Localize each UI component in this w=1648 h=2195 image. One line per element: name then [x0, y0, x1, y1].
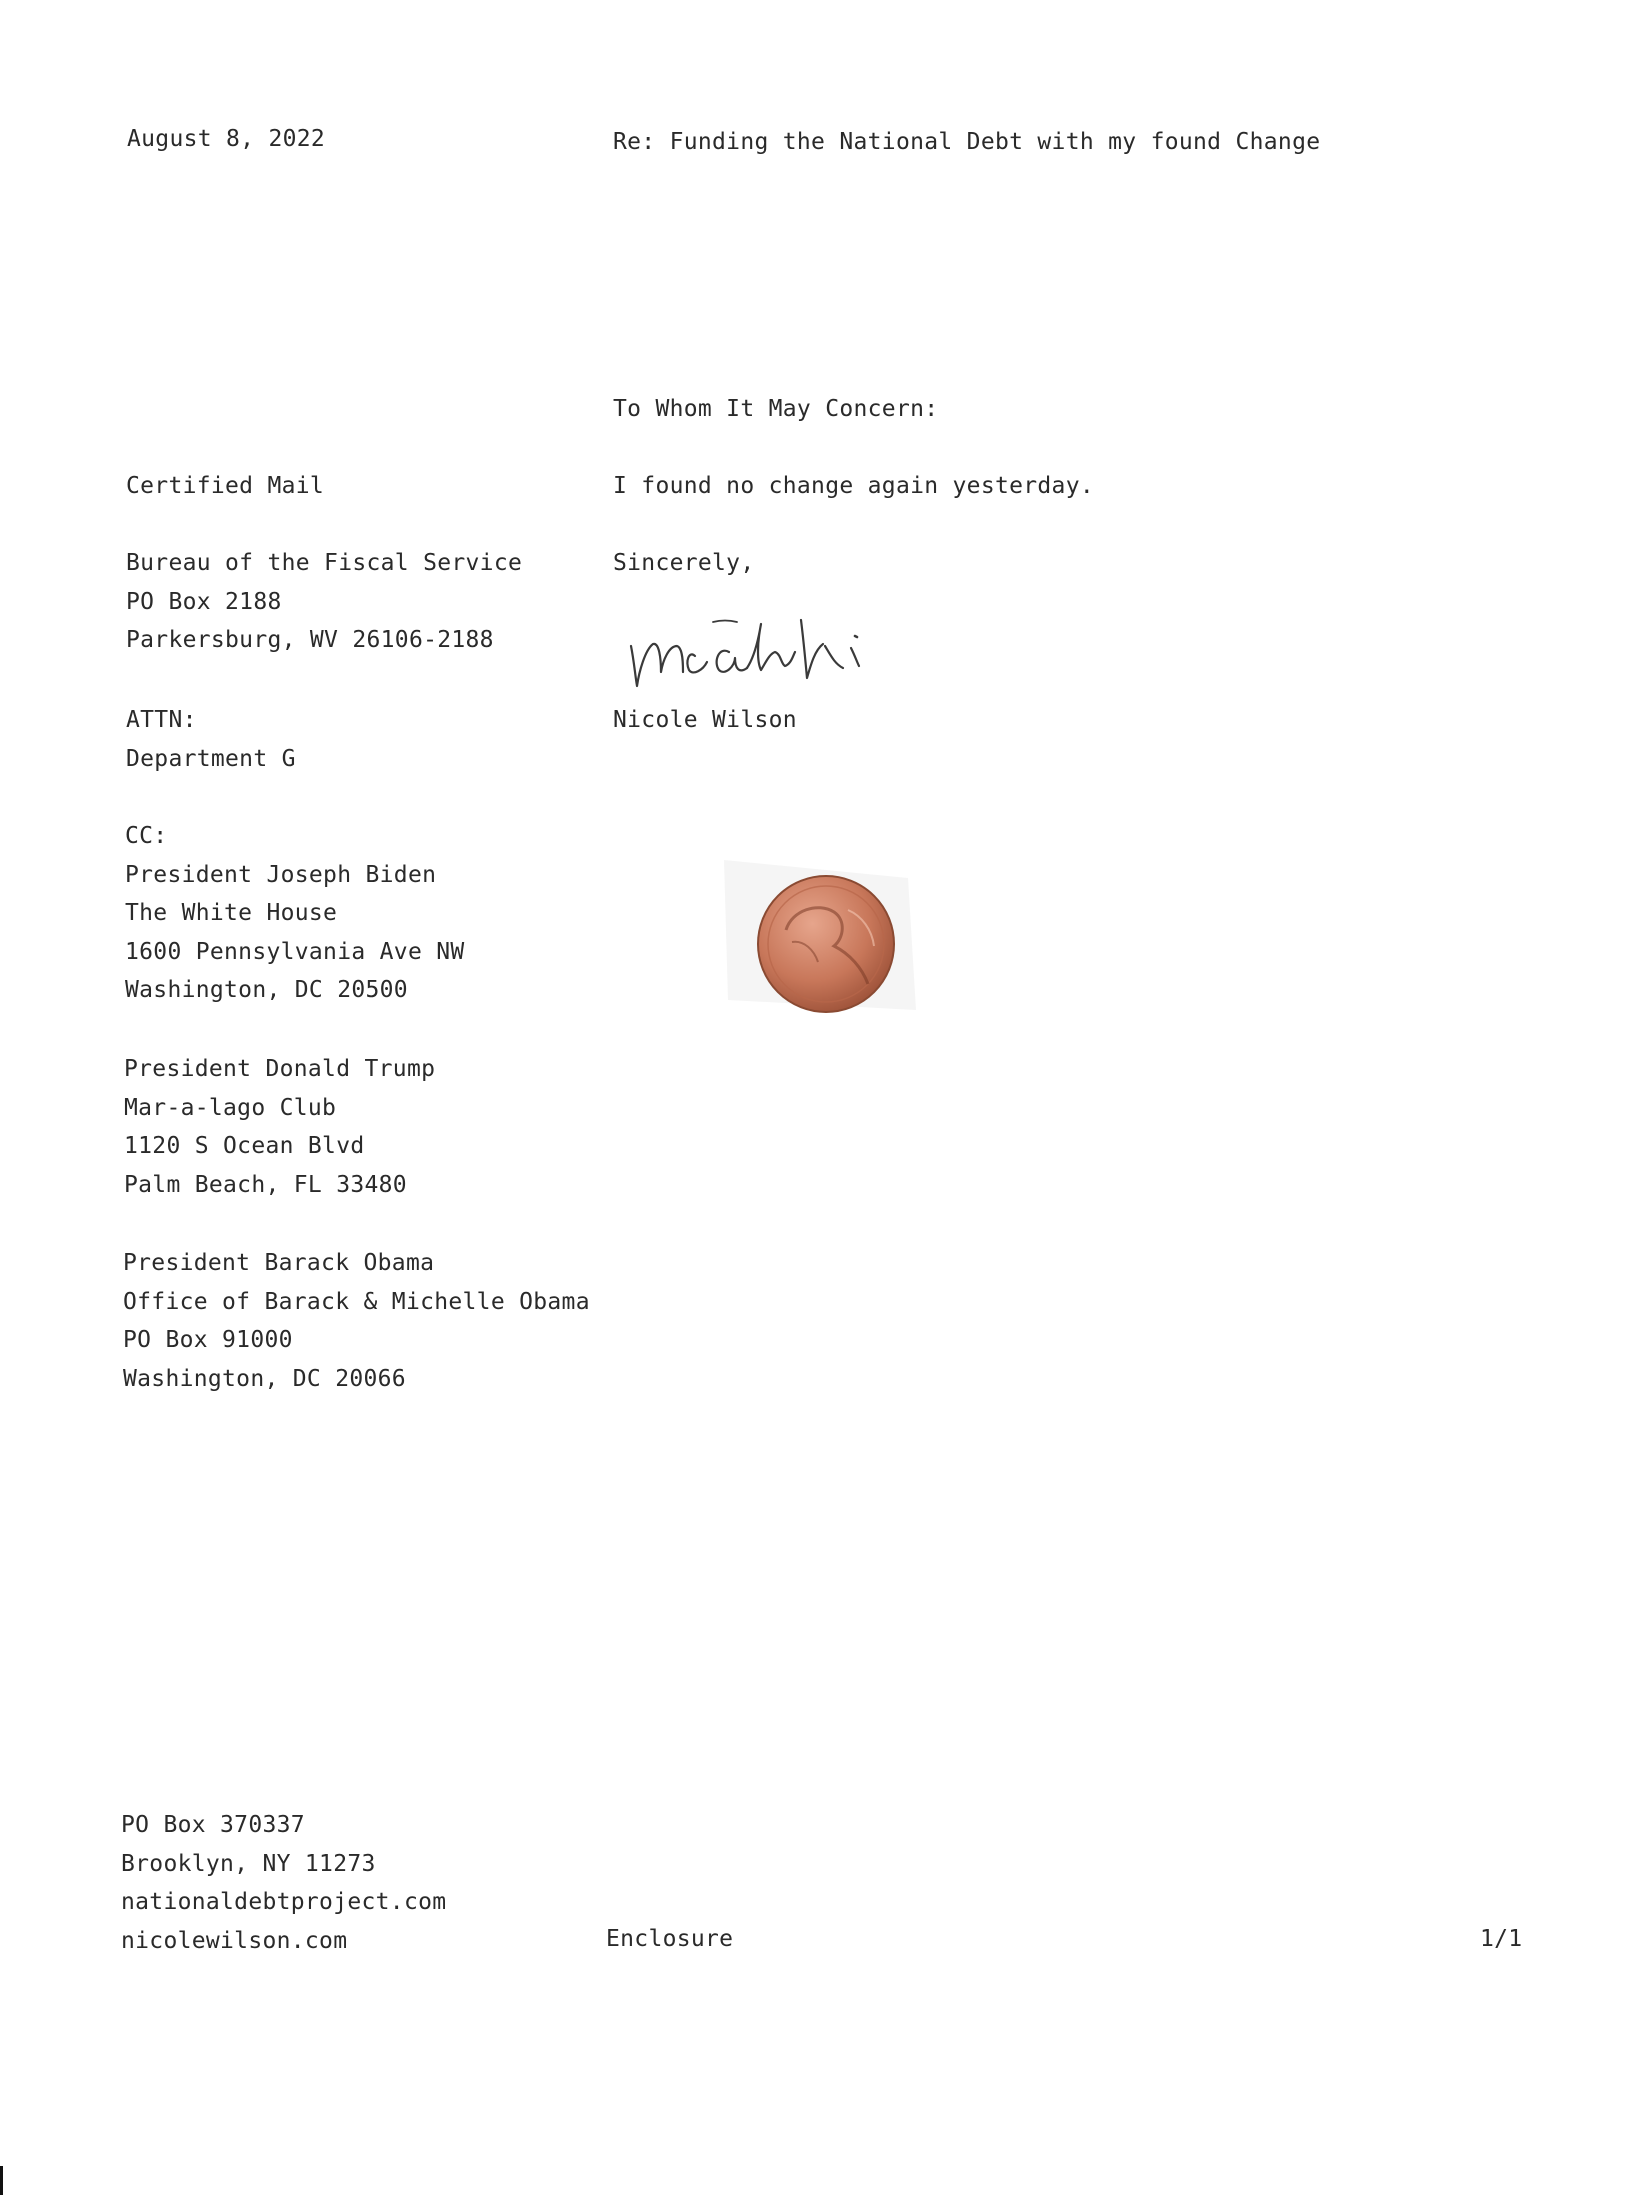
recipient-address: [126, 544, 522, 660]
cc-line: 1600 Pennsylvania Ave NW: [125, 938, 465, 965]
cc-label: CC:: [125, 823, 168, 849]
sender-website-link[interactable]: nationaldebtproject.com: [121, 1889, 447, 1915]
letter-body: I found no change again yesterday.: [613, 473, 1095, 499]
attention-department: Department G: [126, 745, 296, 772]
cc-line: Office of Barack & Michelle Obama: [123, 1288, 590, 1315]
letter-subject: Re: Funding the National Debt with my found Change: [613, 129, 1321, 155]
sender-line: PO Box 370337: [121, 1812, 305, 1838]
letter-date: August 8, 2022: [127, 126, 326, 152]
cc-line: Palm Beach, FL 33480: [124, 1171, 407, 1198]
cc-line: 1120 S Ocean Blvd: [124, 1133, 365, 1159]
closing: Sincerely,: [613, 550, 755, 576]
cc-line: President Joseph Biden: [125, 861, 437, 888]
scan-edge-mark: [0, 2166, 3, 2195]
signer-name: Nicole Wilson: [613, 707, 797, 733]
enclosure-label: Enclosure: [606, 1926, 734, 1952]
recipient-line: Bureau of the Fiscal Service: [126, 550, 523, 576]
cc-line: President Donald Trump: [124, 1056, 436, 1082]
sender-line: Brooklyn, NY 11273: [121, 1850, 376, 1877]
delivery-method: Certified Mail: [126, 473, 325, 499]
cc-line: Washington, DC 20066: [123, 1365, 406, 1392]
cc-line: Mar-a-lago Club: [124, 1094, 337, 1121]
cc-line: President Barack Obama: [123, 1250, 435, 1276]
enclosed-penny: [722, 850, 918, 1040]
sender-website-link[interactable]: nicolewilson.com: [121, 1927, 348, 1954]
handwritten-signature: [625, 606, 945, 696]
cc-line: PO Box 91000: [123, 1327, 293, 1353]
cc-block: [125, 817, 465, 1010]
cc-line: Washington, DC 20500: [125, 977, 408, 1003]
attention-label: ATTN:: [126, 707, 197, 733]
cc-line: The White House: [125, 900, 338, 926]
attention-block: [126, 701, 296, 778]
penny-coin-icon: [722, 850, 918, 1040]
sender-address: [121, 1806, 446, 1960]
recipient-line: PO Box 2188: [126, 588, 282, 615]
recipient-line: Parkersburg, WV 26106-2188: [126, 627, 494, 653]
salutation: To Whom It May Concern:: [613, 396, 939, 422]
cc-recipient-trump: [124, 1050, 435, 1204]
cc-recipient-obama: [123, 1244, 590, 1398]
page-number: 1/1: [1480, 1926, 1523, 1952]
